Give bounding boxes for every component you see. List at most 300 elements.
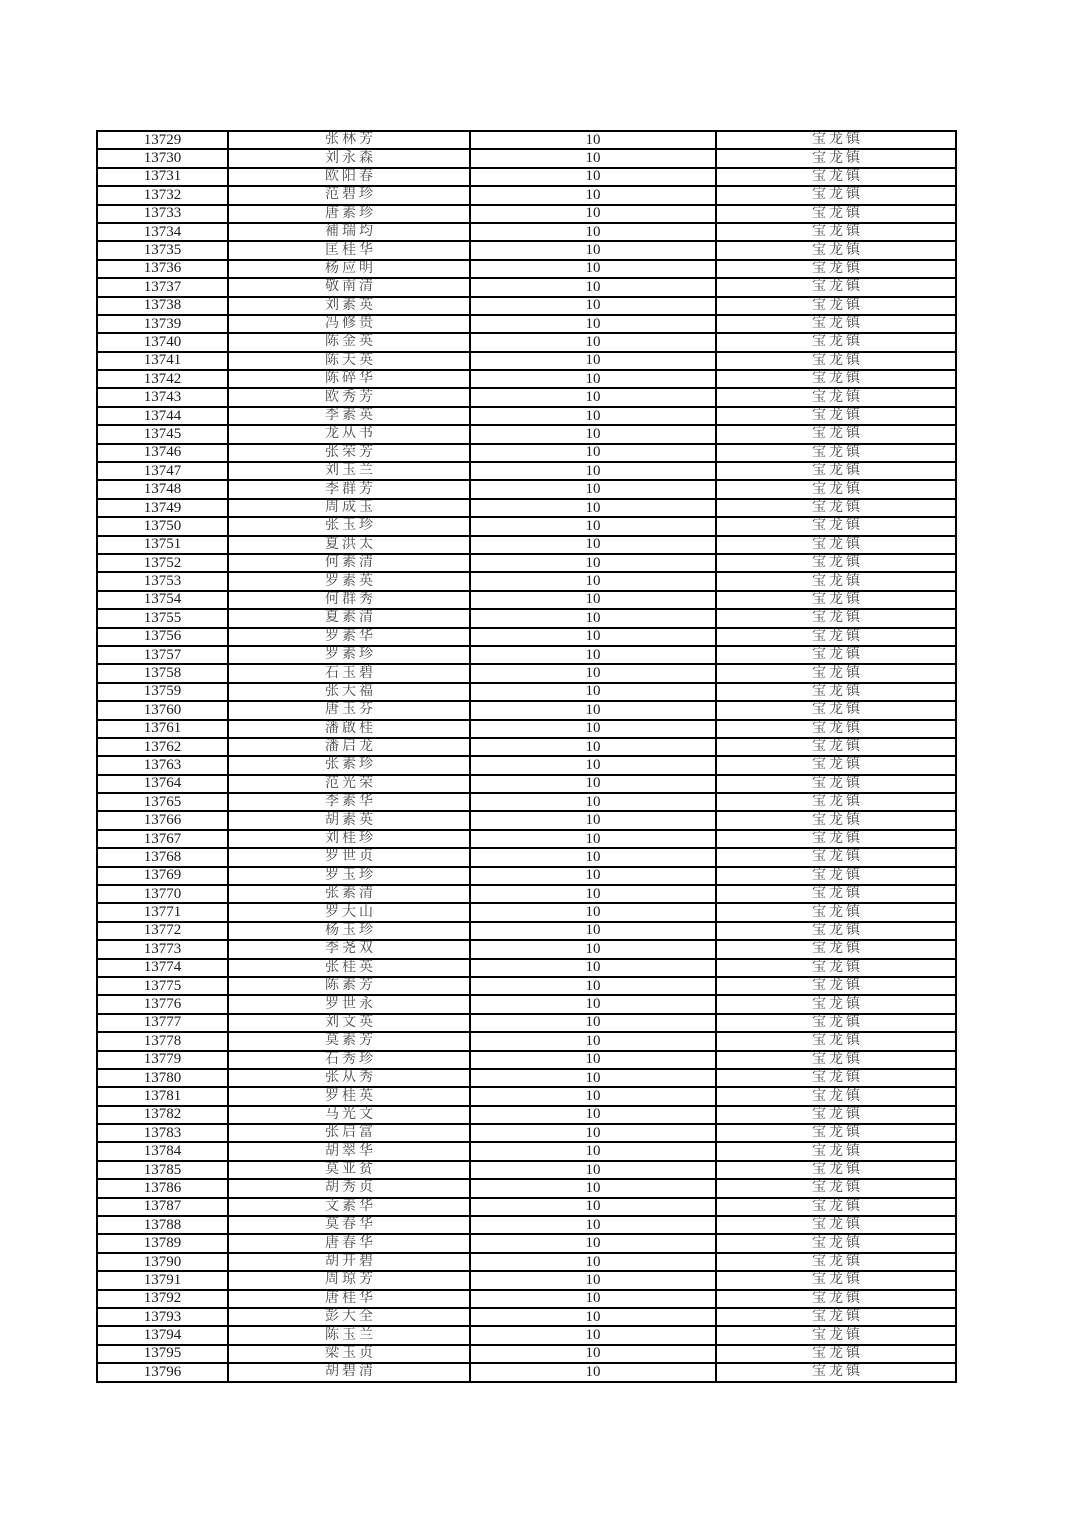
cell-person-name: 唐玉芬 xyxy=(228,701,470,719)
cell-serial-number: 13732 xyxy=(97,186,228,204)
cell-serial-number: 13773 xyxy=(97,940,228,958)
cell-serial-number: 13739 xyxy=(97,315,228,333)
cell-quantity: 10 xyxy=(470,168,716,186)
cell-quantity: 10 xyxy=(470,1290,716,1308)
table-row xyxy=(97,1216,956,1234)
table-row xyxy=(97,168,956,186)
table-row xyxy=(97,940,956,958)
cell-serial-number: 13742 xyxy=(97,370,228,388)
cell-town: 宝龙镇 xyxy=(716,1234,956,1252)
cell-town: 宝龙镇 xyxy=(716,756,956,774)
cell-serial-number: 13769 xyxy=(97,867,228,885)
cell-town: 宝龙镇 xyxy=(716,554,956,572)
cell-serial-number: 13790 xyxy=(97,1253,228,1271)
table-row xyxy=(97,959,956,977)
cell-person-name: 罗玉珍 xyxy=(228,867,470,885)
cell-person-name: 欧秀芳 xyxy=(228,388,470,406)
cell-serial-number: 13783 xyxy=(97,1124,228,1142)
cell-quantity: 10 xyxy=(470,830,716,848)
cell-town: 宝龙镇 xyxy=(716,1032,956,1050)
cell-person-name: 匡桂华 xyxy=(228,241,470,259)
cell-town: 宝龙镇 xyxy=(716,223,956,241)
cell-person-name: 刘文英 xyxy=(228,1014,470,1032)
table-row xyxy=(97,572,956,590)
cell-person-name: 冯修贵 xyxy=(228,315,470,333)
cell-town: 宝龙镇 xyxy=(716,444,956,462)
cell-serial-number: 13782 xyxy=(97,1106,228,1124)
cell-town: 宝龙镇 xyxy=(716,1253,956,1271)
cell-serial-number: 13760 xyxy=(97,701,228,719)
cell-quantity: 10 xyxy=(470,683,716,701)
cell-serial-number: 13796 xyxy=(97,1363,228,1381)
table-row xyxy=(97,149,956,167)
cell-serial-number: 13746 xyxy=(97,444,228,462)
cell-serial-number: 13741 xyxy=(97,352,228,370)
cell-quantity: 10 xyxy=(470,131,716,149)
cell-town: 宝龙镇 xyxy=(716,149,956,167)
cell-serial-number: 13757 xyxy=(97,646,228,664)
cell-serial-number: 13778 xyxy=(97,1032,228,1050)
cell-serial-number: 13789 xyxy=(97,1234,228,1252)
table-row xyxy=(97,1363,956,1381)
cell-town: 宝龙镇 xyxy=(716,370,956,388)
table-row xyxy=(97,811,956,829)
table-row xyxy=(97,1179,956,1197)
cell-town: 宝龙镇 xyxy=(716,830,956,848)
cell-town: 宝龙镇 xyxy=(716,867,956,885)
cell-person-name: 杨玉珍 xyxy=(228,922,470,940)
cell-quantity: 10 xyxy=(470,1216,716,1234)
cell-serial-number: 13759 xyxy=(97,683,228,701)
cell-person-name: 敬南清 xyxy=(228,278,470,296)
cell-person-name: 唐素珍 xyxy=(228,205,470,223)
cell-person-name: 欧阳春 xyxy=(228,168,470,186)
cell-town: 宝龙镇 xyxy=(716,903,956,921)
table-row xyxy=(97,480,956,498)
cell-quantity: 10 xyxy=(470,149,716,167)
cell-town: 宝龙镇 xyxy=(716,922,956,940)
cell-person-name: 张大福 xyxy=(228,683,470,701)
cell-town: 宝龙镇 xyxy=(716,315,956,333)
table-row xyxy=(97,425,956,443)
cell-town: 宝龙镇 xyxy=(716,499,956,517)
cell-town: 宝龙镇 xyxy=(716,186,956,204)
table-row xyxy=(97,1106,956,1124)
cell-person-name: 杨应明 xyxy=(228,260,470,278)
cell-person-name: 胡翠华 xyxy=(228,1142,470,1160)
cell-serial-number: 13774 xyxy=(97,959,228,977)
table-row xyxy=(97,922,956,940)
table-row xyxy=(97,241,956,259)
cell-quantity: 10 xyxy=(470,1253,716,1271)
table-row xyxy=(97,1051,956,1069)
cell-serial-number: 13744 xyxy=(97,407,228,425)
table-row xyxy=(97,370,956,388)
cell-quantity: 10 xyxy=(470,462,716,480)
cell-serial-number: 13745 xyxy=(97,425,228,443)
cell-quantity: 10 xyxy=(470,297,716,315)
table-row xyxy=(97,186,956,204)
table-row xyxy=(97,646,956,664)
table-row xyxy=(97,903,956,921)
cell-serial-number: 13791 xyxy=(97,1271,228,1289)
cell-serial-number: 13762 xyxy=(97,738,228,756)
cell-town: 宝龙镇 xyxy=(716,1069,956,1087)
cell-town: 宝龙镇 xyxy=(716,1345,956,1363)
table-row xyxy=(97,793,956,811)
cell-person-name: 陈天英 xyxy=(228,352,470,370)
cell-quantity: 10 xyxy=(470,646,716,664)
cell-quantity: 10 xyxy=(470,867,716,885)
table-row xyxy=(97,1069,956,1087)
cell-serial-number: 13753 xyxy=(97,572,228,590)
cell-town: 宝龙镇 xyxy=(716,241,956,259)
cell-quantity: 10 xyxy=(470,1363,716,1381)
cell-quantity: 10 xyxy=(470,701,716,719)
table-row xyxy=(97,1326,956,1344)
cell-quantity: 10 xyxy=(470,1124,716,1142)
cell-serial-number: 13788 xyxy=(97,1216,228,1234)
cell-town: 宝龙镇 xyxy=(716,609,956,627)
table-row xyxy=(97,720,956,738)
cell-town: 宝龙镇 xyxy=(716,738,956,756)
cell-quantity: 10 xyxy=(470,278,716,296)
cell-town: 宝龙镇 xyxy=(716,407,956,425)
cell-serial-number: 13775 xyxy=(97,977,228,995)
cell-quantity: 10 xyxy=(470,1308,716,1326)
table-row xyxy=(97,1142,956,1160)
cell-town: 宝龙镇 xyxy=(716,462,956,480)
cell-quantity: 10 xyxy=(470,333,716,351)
cell-town: 宝龙镇 xyxy=(716,720,956,738)
cell-serial-number: 13785 xyxy=(97,1161,228,1179)
table-row xyxy=(97,1087,956,1105)
cell-quantity: 10 xyxy=(470,1069,716,1087)
cell-person-name: 张启富 xyxy=(228,1124,470,1142)
cell-town: 宝龙镇 xyxy=(716,940,956,958)
cell-town: 宝龙镇 xyxy=(716,628,956,646)
cell-serial-number: 13743 xyxy=(97,388,228,406)
cell-person-name: 陈金英 xyxy=(228,333,470,351)
cell-town: 宝龙镇 xyxy=(716,205,956,223)
cell-quantity: 10 xyxy=(470,1345,716,1363)
cell-quantity: 10 xyxy=(470,977,716,995)
cell-quantity: 10 xyxy=(470,370,716,388)
cell-serial-number: 13777 xyxy=(97,1014,228,1032)
cell-quantity: 10 xyxy=(470,554,716,572)
cell-person-name: 唐桂华 xyxy=(228,1290,470,1308)
cell-serial-number: 13755 xyxy=(97,609,228,627)
cell-quantity: 10 xyxy=(470,480,716,498)
cell-quantity: 10 xyxy=(470,425,716,443)
table-row xyxy=(97,1345,956,1363)
cell-quantity: 10 xyxy=(470,885,716,903)
cell-serial-number: 13765 xyxy=(97,793,228,811)
cell-serial-number: 13770 xyxy=(97,885,228,903)
cell-quantity: 10 xyxy=(470,407,716,425)
cell-person-name: 梁玉贞 xyxy=(228,1345,470,1363)
cell-serial-number: 13792 xyxy=(97,1290,228,1308)
cell-person-name: 陈素芳 xyxy=(228,977,470,995)
cell-town: 宝龙镇 xyxy=(716,536,956,554)
roster-table xyxy=(96,130,957,1383)
cell-person-name: 罗桂英 xyxy=(228,1087,470,1105)
cell-quantity: 10 xyxy=(470,720,716,738)
cell-town: 宝龙镇 xyxy=(716,278,956,296)
cell-town: 宝龙镇 xyxy=(716,1290,956,1308)
cell-person-name: 石秀珍 xyxy=(228,1051,470,1069)
cell-town: 宝龙镇 xyxy=(716,683,956,701)
table-row xyxy=(97,554,956,572)
table-row xyxy=(97,536,956,554)
cell-serial-number: 13735 xyxy=(97,241,228,259)
cell-person-name: 周琼芳 xyxy=(228,1271,470,1289)
cell-town: 宝龙镇 xyxy=(716,664,956,682)
cell-serial-number: 13761 xyxy=(97,720,228,738)
cell-person-name: 胡开碧 xyxy=(228,1253,470,1271)
cell-quantity: 10 xyxy=(470,1087,716,1105)
cell-person-name: 夏素清 xyxy=(228,609,470,627)
table-row xyxy=(97,462,956,480)
cell-person-name: 莫素芳 xyxy=(228,1032,470,1050)
cell-serial-number: 13764 xyxy=(97,775,228,793)
cell-quantity: 10 xyxy=(470,223,716,241)
cell-town: 宝龙镇 xyxy=(716,646,956,664)
cell-quantity: 10 xyxy=(470,811,716,829)
cell-person-name: 李素英 xyxy=(228,407,470,425)
cell-person-name: 莫亚贫 xyxy=(228,1161,470,1179)
cell-person-name: 张荣芳 xyxy=(228,444,470,462)
cell-serial-number: 13748 xyxy=(97,480,228,498)
table-row xyxy=(97,664,956,682)
cell-quantity: 10 xyxy=(470,738,716,756)
cell-person-name: 陈碎华 xyxy=(228,370,470,388)
cell-serial-number: 13756 xyxy=(97,628,228,646)
cell-person-name: 陈玉兰 xyxy=(228,1326,470,1344)
cell-town: 宝龙镇 xyxy=(716,959,956,977)
table-row xyxy=(97,1271,956,1289)
table-row xyxy=(97,775,956,793)
table-row xyxy=(97,499,956,517)
cell-person-name: 张玉珍 xyxy=(228,517,470,535)
cell-serial-number: 13766 xyxy=(97,811,228,829)
cell-person-name: 潘启龙 xyxy=(228,738,470,756)
cell-town: 宝龙镇 xyxy=(716,297,956,315)
cell-quantity: 10 xyxy=(470,1234,716,1252)
cell-person-name: 石玉碧 xyxy=(228,664,470,682)
table-row xyxy=(97,683,956,701)
cell-person-name: 文素华 xyxy=(228,1198,470,1216)
cell-quantity: 10 xyxy=(470,1051,716,1069)
cell-serial-number: 13776 xyxy=(97,995,228,1013)
cell-person-name: 胡秀贞 xyxy=(228,1179,470,1197)
cell-town: 宝龙镇 xyxy=(716,995,956,1013)
cell-quantity: 10 xyxy=(470,1014,716,1032)
cell-quantity: 10 xyxy=(470,775,716,793)
cell-quantity: 10 xyxy=(470,1142,716,1160)
table-row xyxy=(97,131,956,149)
table-row xyxy=(97,205,956,223)
table-row xyxy=(97,591,956,609)
table-row xyxy=(97,867,956,885)
cell-serial-number: 13786 xyxy=(97,1179,228,1197)
cell-serial-number: 13780 xyxy=(97,1069,228,1087)
table-body xyxy=(97,131,956,1382)
cell-serial-number: 13795 xyxy=(97,1345,228,1363)
cell-quantity: 10 xyxy=(470,756,716,774)
cell-quantity: 10 xyxy=(470,959,716,977)
cell-person-name: 胡素英 xyxy=(228,811,470,829)
cell-person-name: 罗素珍 xyxy=(228,646,470,664)
cell-quantity: 10 xyxy=(470,922,716,940)
cell-town: 宝龙镇 xyxy=(716,775,956,793)
cell-serial-number: 13740 xyxy=(97,333,228,351)
cell-person-name: 潘啟桂 xyxy=(228,720,470,738)
cell-person-name: 李素华 xyxy=(228,793,470,811)
cell-serial-number: 13771 xyxy=(97,903,228,921)
cell-person-name: 罗大山 xyxy=(228,903,470,921)
cell-quantity: 10 xyxy=(470,205,716,223)
cell-town: 宝龙镇 xyxy=(716,1014,956,1032)
cell-quantity: 10 xyxy=(470,517,716,535)
cell-person-name: 罗素华 xyxy=(228,628,470,646)
table-row xyxy=(97,1032,956,1050)
cell-quantity: 10 xyxy=(470,241,716,259)
cell-serial-number: 13758 xyxy=(97,664,228,682)
cell-quantity: 10 xyxy=(470,1198,716,1216)
table-row xyxy=(97,352,956,370)
cell-serial-number: 13752 xyxy=(97,554,228,572)
cell-quantity: 10 xyxy=(470,315,716,333)
cell-person-name: 范光荣 xyxy=(228,775,470,793)
table-row xyxy=(97,977,956,995)
cell-serial-number: 13751 xyxy=(97,536,228,554)
cell-person-name: 何素清 xyxy=(228,554,470,572)
cell-person-name: 胡碧清 xyxy=(228,1363,470,1381)
cell-serial-number: 13793 xyxy=(97,1308,228,1326)
table-row xyxy=(97,1234,956,1252)
cell-quantity: 10 xyxy=(470,940,716,958)
cell-person-name: 张素清 xyxy=(228,885,470,903)
cell-person-name: 刘桂珍 xyxy=(228,830,470,848)
cell-serial-number: 13767 xyxy=(97,830,228,848)
cell-person-name: 何群秀 xyxy=(228,591,470,609)
cell-quantity: 10 xyxy=(470,793,716,811)
cell-quantity: 10 xyxy=(470,1106,716,1124)
cell-quantity: 10 xyxy=(470,186,716,204)
cell-serial-number: 13772 xyxy=(97,922,228,940)
table-row xyxy=(97,444,956,462)
cell-person-name: 莫春华 xyxy=(228,1216,470,1234)
cell-quantity: 10 xyxy=(470,388,716,406)
table-row xyxy=(97,1198,956,1216)
cell-person-name: 刘玉兰 xyxy=(228,462,470,480)
table-row xyxy=(97,830,956,848)
table-row xyxy=(97,407,956,425)
table-row xyxy=(97,738,956,756)
cell-serial-number: 13763 xyxy=(97,756,228,774)
cell-quantity: 10 xyxy=(470,1179,716,1197)
cell-person-name: 罗世贞 xyxy=(228,848,470,866)
cell-quantity: 10 xyxy=(470,609,716,627)
cell-town: 宝龙镇 xyxy=(716,131,956,149)
table-row xyxy=(97,848,956,866)
cell-town: 宝龙镇 xyxy=(716,1087,956,1105)
cell-serial-number: 13779 xyxy=(97,1051,228,1069)
table-row xyxy=(97,260,956,278)
cell-quantity: 10 xyxy=(470,260,716,278)
table-row xyxy=(97,995,956,1013)
table-row xyxy=(97,1161,956,1179)
table-row xyxy=(97,315,956,333)
table-row xyxy=(97,609,956,627)
cell-person-name: 张素珍 xyxy=(228,756,470,774)
cell-town: 宝龙镇 xyxy=(716,1216,956,1234)
cell-person-name: 马光文 xyxy=(228,1106,470,1124)
cell-quantity: 10 xyxy=(470,572,716,590)
cell-town: 宝龙镇 xyxy=(716,1308,956,1326)
cell-serial-number: 13734 xyxy=(97,223,228,241)
cell-town: 宝龙镇 xyxy=(716,1198,956,1216)
table-row xyxy=(97,756,956,774)
cell-serial-number: 13747 xyxy=(97,462,228,480)
cell-quantity: 10 xyxy=(470,1271,716,1289)
cell-quantity: 10 xyxy=(470,995,716,1013)
cell-town: 宝龙镇 xyxy=(716,352,956,370)
cell-serial-number: 13787 xyxy=(97,1198,228,1216)
cell-town: 宝龙镇 xyxy=(716,591,956,609)
cell-town: 宝龙镇 xyxy=(716,1142,956,1160)
cell-serial-number: 13731 xyxy=(97,168,228,186)
cell-serial-number: 13730 xyxy=(97,149,228,167)
cell-quantity: 10 xyxy=(470,1326,716,1344)
table-row xyxy=(97,1290,956,1308)
cell-town: 宝龙镇 xyxy=(716,1271,956,1289)
table-row xyxy=(97,1308,956,1326)
cell-person-name: 龙从书 xyxy=(228,425,470,443)
cell-town: 宝龙镇 xyxy=(716,977,956,995)
table-row xyxy=(97,1124,956,1142)
cell-town: 宝龙镇 xyxy=(716,480,956,498)
cell-person-name: 李群芳 xyxy=(228,480,470,498)
cell-quantity: 10 xyxy=(470,444,716,462)
cell-person-name: 范碧珍 xyxy=(228,186,470,204)
cell-person-name: 张桂英 xyxy=(228,959,470,977)
cell-town: 宝龙镇 xyxy=(716,848,956,866)
cell-serial-number: 13768 xyxy=(97,848,228,866)
cell-serial-number: 13737 xyxy=(97,278,228,296)
table-row xyxy=(97,297,956,315)
cell-town: 宝龙镇 xyxy=(716,793,956,811)
cell-quantity: 10 xyxy=(470,536,716,554)
cell-town: 宝龙镇 xyxy=(716,1161,956,1179)
table-row xyxy=(97,1014,956,1032)
cell-quantity: 10 xyxy=(470,499,716,517)
cell-quantity: 10 xyxy=(470,664,716,682)
cell-person-name: 刘永森 xyxy=(228,149,470,167)
cell-town: 宝龙镇 xyxy=(716,333,956,351)
cell-serial-number: 13794 xyxy=(97,1326,228,1344)
cell-town: 宝龙镇 xyxy=(716,811,956,829)
cell-quantity: 10 xyxy=(470,591,716,609)
cell-quantity: 10 xyxy=(470,848,716,866)
cell-serial-number: 13749 xyxy=(97,499,228,517)
cell-person-name: 補瑞均 xyxy=(228,223,470,241)
cell-town: 宝龙镇 xyxy=(716,425,956,443)
cell-person-name: 唐春华 xyxy=(228,1234,470,1252)
cell-person-name: 张林芳 xyxy=(228,131,470,149)
cell-serial-number: 13750 xyxy=(97,517,228,535)
